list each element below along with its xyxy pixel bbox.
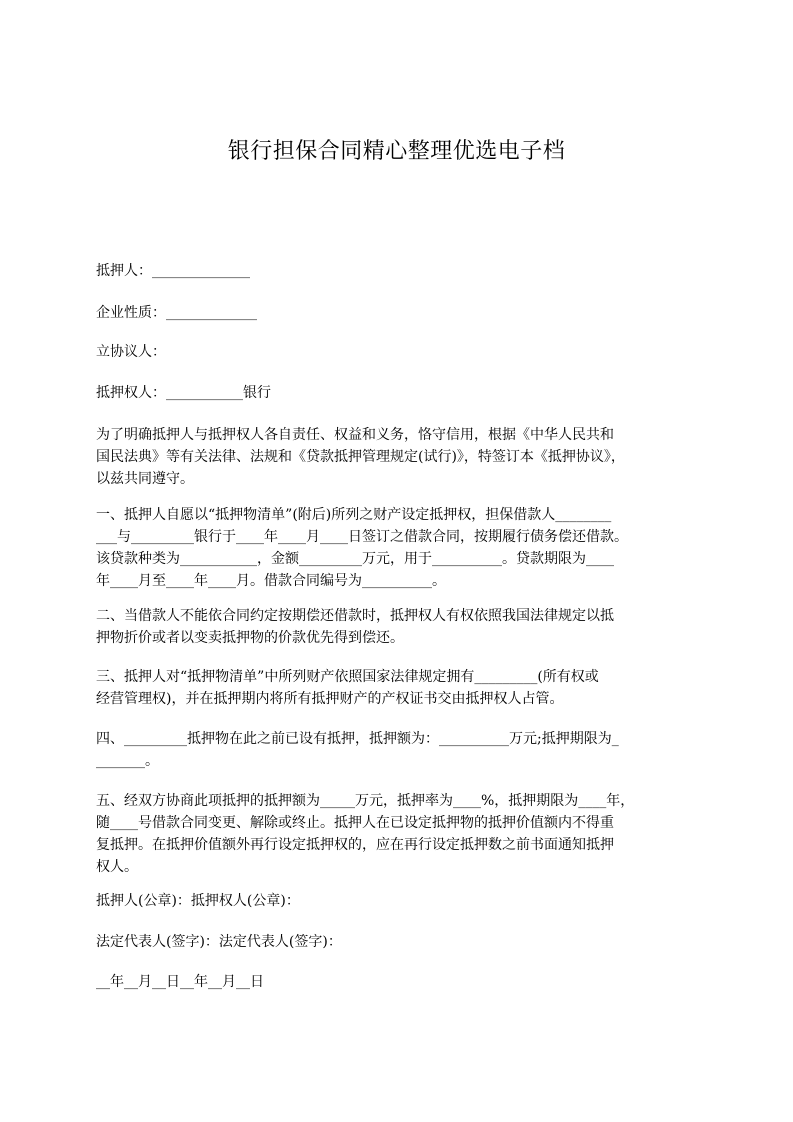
document-title: 银行担保合同精心整理优选电子档 <box>227 139 566 164</box>
agreement-parties-field: 立协议人： <box>96 344 166 360</box>
clause-3-line: 三、抵押人对“抵押物清单”中所列财产依照国家法律规定拥有_________(所有权或 <box>96 669 599 685</box>
preamble-line: 以兹共同遵守。 <box>96 471 194 487</box>
clause-5-line: 权人。 <box>96 859 138 875</box>
clause-5-line: 随____号借款合同变更、解除或终止。抵押人在已设定抵押物的抵押价值额内不得重 <box>96 815 614 831</box>
clause-3-line: 经营管理权)，并在抵押期内将所有抵押财产的产权证书交由抵押权人占管。 <box>96 691 564 707</box>
mortgagor-field: 抵押人：______________ <box>96 263 250 279</box>
preamble-line: 为了明确抵押人与抵押权人各自责任、权益和义务，恪守信用，根据《中华人民共和 <box>96 427 614 443</box>
clause-3-paragraph <box>96 666 706 710</box>
clause-1-line: ___与_________银行于____年____月____日签订之借款合同，按期履行债务偿还借款。 <box>96 529 628 545</box>
signature-date-line: __年__月__日__年__月__日 <box>96 974 264 990</box>
clause-4-line: 四、_________抵押物在此之前已设有抵押，抵押额为：__________万元;抵押期限为_ <box>96 731 619 747</box>
clause-1-paragraph <box>96 504 706 592</box>
seal-signature-line: 抵押人(公章)：抵押权人(公章)： <box>96 893 300 909</box>
representative-signature-line: 法定代表人(签字)：法定代表人(签字)： <box>96 934 342 950</box>
clause-5-paragraph <box>96 790 706 878</box>
clause-2-line: 二、当借款人不能依合同约定按期偿还借款时，抵押权人有权依照我国法律规定以抵 <box>96 608 614 624</box>
enterprise-type-field: 企业性质：_____________ <box>96 305 257 321</box>
clause-4-line: _______。 <box>96 753 159 769</box>
clause-4-paragraph <box>96 728 706 772</box>
clause-1-line: 该贷款种类为___________，金额_________万元，用于__________。贷款期限为____ <box>96 551 614 567</box>
clause-1-line: 一、抵押人自愿以“抵押物清单”(附后)所列之财产设定抵押权，担保借款人________ <box>96 507 612 523</box>
mortgagee-field: 抵押权人：___________银行 <box>96 385 271 401</box>
preamble-line: 国民法典》等有关法律、法规和《贷款抵押管理规定(试行)》，特签订本《抵押协议》， <box>96 449 625 465</box>
clause-5-line: 复抵押。在抵押价值额外再行设定抵押权的，应在再行设定抵押数之前书面通知抵押 <box>96 837 614 853</box>
preamble-paragraph <box>96 424 706 490</box>
clause-2-line: 押物折价或者以变卖抵押物的价款优先得到偿还。 <box>96 630 404 646</box>
clause-5-line: 五、经双方协商此项抵押的抵押额为_____万元，抵押率为____%，抵押期限为____年， <box>96 793 635 809</box>
clause-2-paragraph <box>96 605 706 649</box>
clause-1-line: 年____月至____年____月。借款合同编号为__________。 <box>96 573 446 589</box>
